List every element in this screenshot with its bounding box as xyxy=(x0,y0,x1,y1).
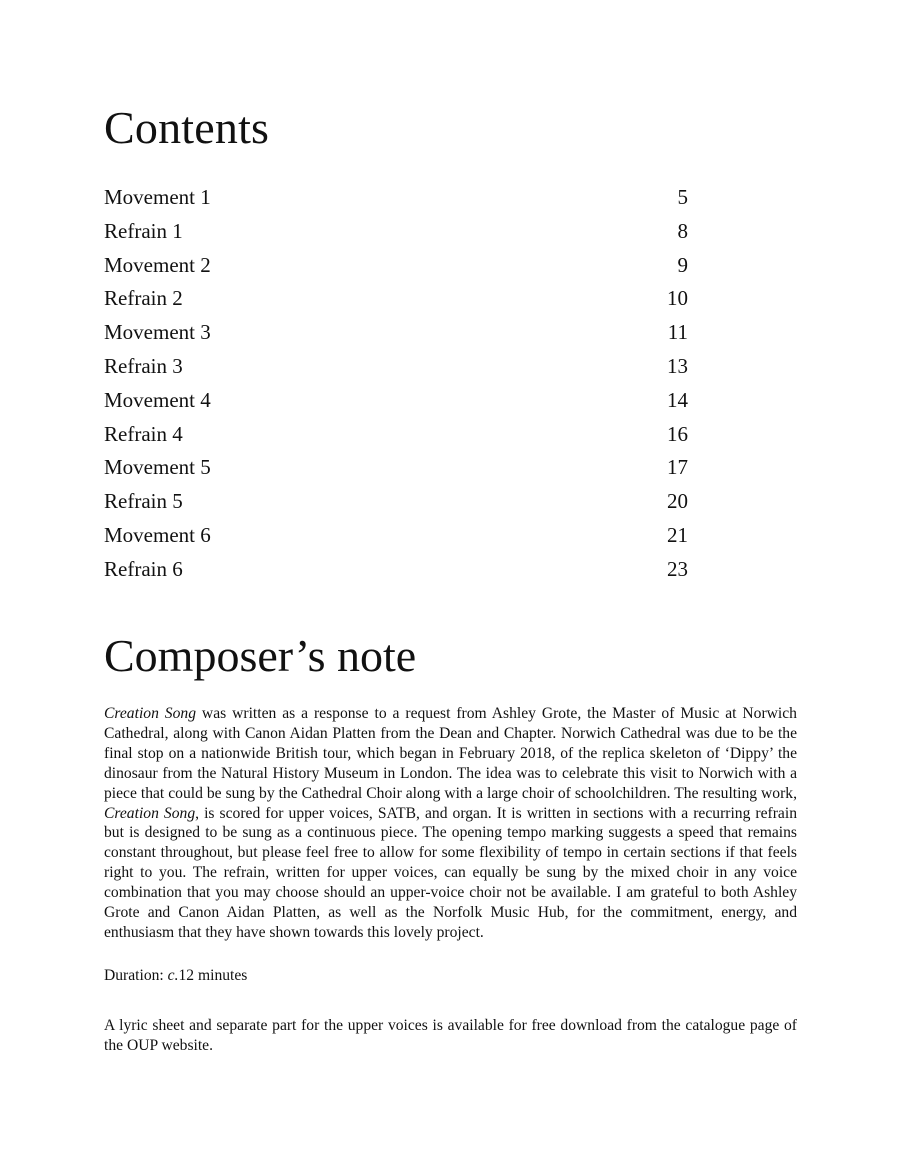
toc-entry-page: 8 xyxy=(677,218,688,243)
duration-label: Duration: xyxy=(104,967,168,984)
toc-entry-title: Movement 1 xyxy=(104,185,211,209)
duration-value: 12 minutes xyxy=(178,967,248,984)
toc-entry-title: Refrain 1 xyxy=(104,218,183,243)
note-text-part-2: , is scored for upper voices, SATB, and organ. It is written in sections with a recurring refrain but is designed to be sung as a continuous piece. The opening tempo marking suggests a speed that remains constant throughout, but please feel free to allow for some flexibility of tempo in certain sections if that feels right to you. The refrain, written for upper voices, can equally be sung by the mixed choir in any voice combination that you may choose should an upper-voice choir not be available. I am grateful to both Ashley Grote and Canon Aidan Platten, as well as the Norfolk Music Hub, for the commitment, energy, and enthusiasm that they have shown towards this lovely project. xyxy=(104,804,797,941)
toc-entry-page: 23 xyxy=(667,556,688,581)
toc-entry xyxy=(104,350,688,384)
toc-entry xyxy=(104,384,688,418)
toc-entry-page: 11 xyxy=(667,320,688,345)
lyric-sheet-note: A lyric sheet and separate part for the upper voices is available for free download from the catalogue page of the OUP website. xyxy=(104,1017,797,1054)
toc-entry-page: 16 xyxy=(667,421,688,446)
table-of-contents xyxy=(104,181,688,587)
toc-entry-page: 14 xyxy=(667,387,688,412)
toc-entry-title: Movement 2 xyxy=(104,252,211,277)
toc-entry-title: Refrain 6 xyxy=(104,556,183,581)
toc-entry xyxy=(104,519,688,553)
note-text-part-1: was written as a response to a request from Ashley Grote, the Master of Music at Norwich Cathedral, along with Canon Aidan Platten from the Dean and Chapter. Norwich Cathedral was due to be the final stop on a nationwide British tour, which began in February 2018, of the replica skeleton of ‘Dippy’ the dinosaur from the Natural History Museum in London. The idea was to celebrate this visit to Norwich with a piece that could be sung by the Cathedral Choir along with a large choir of schoolchildren. The resulting work, xyxy=(104,705,797,802)
toc-entry-page: 13 xyxy=(667,353,688,378)
toc-entry-page: 9 xyxy=(677,252,688,277)
toc-entry-title: Movement 3 xyxy=(104,320,211,345)
contents-heading: Contents xyxy=(104,102,270,153)
toc-entry-title: Refrain 4 xyxy=(104,421,183,446)
toc-entry-title: Movement 4 xyxy=(104,387,211,412)
toc-entry xyxy=(104,181,688,215)
toc-entry-title: Movement 5 xyxy=(104,455,211,480)
toc-entry xyxy=(104,451,688,485)
toc-entry-title: Refrain 2 xyxy=(104,286,183,311)
duration-line xyxy=(104,966,247,986)
toc-entry xyxy=(104,282,688,316)
toc-entry-title: Movement 6 xyxy=(104,522,211,547)
composers-note-paragraph xyxy=(104,704,797,943)
duration-circa: c. xyxy=(167,967,179,984)
toc-entry-page: 10 xyxy=(667,286,688,311)
toc-entry-page: 17 xyxy=(667,455,688,480)
toc-entry-page: 20 xyxy=(667,489,688,514)
toc-entry xyxy=(104,553,688,587)
toc-entry xyxy=(104,485,688,519)
work-title: Creation Song xyxy=(104,804,196,822)
toc-entry-page: 5 xyxy=(677,185,688,209)
toc-entry-title: Refrain 3 xyxy=(104,353,183,378)
toc-entry-page: 21 xyxy=(667,522,688,547)
composers-note-heading: Composer’s note xyxy=(104,630,417,681)
work-title: Creation Song xyxy=(104,705,196,722)
toc-entry xyxy=(104,418,688,452)
toc-entry xyxy=(104,316,688,350)
toc-entry-title: Refrain 5 xyxy=(104,489,183,514)
toc-entry xyxy=(104,215,688,249)
toc-entry xyxy=(104,249,688,283)
